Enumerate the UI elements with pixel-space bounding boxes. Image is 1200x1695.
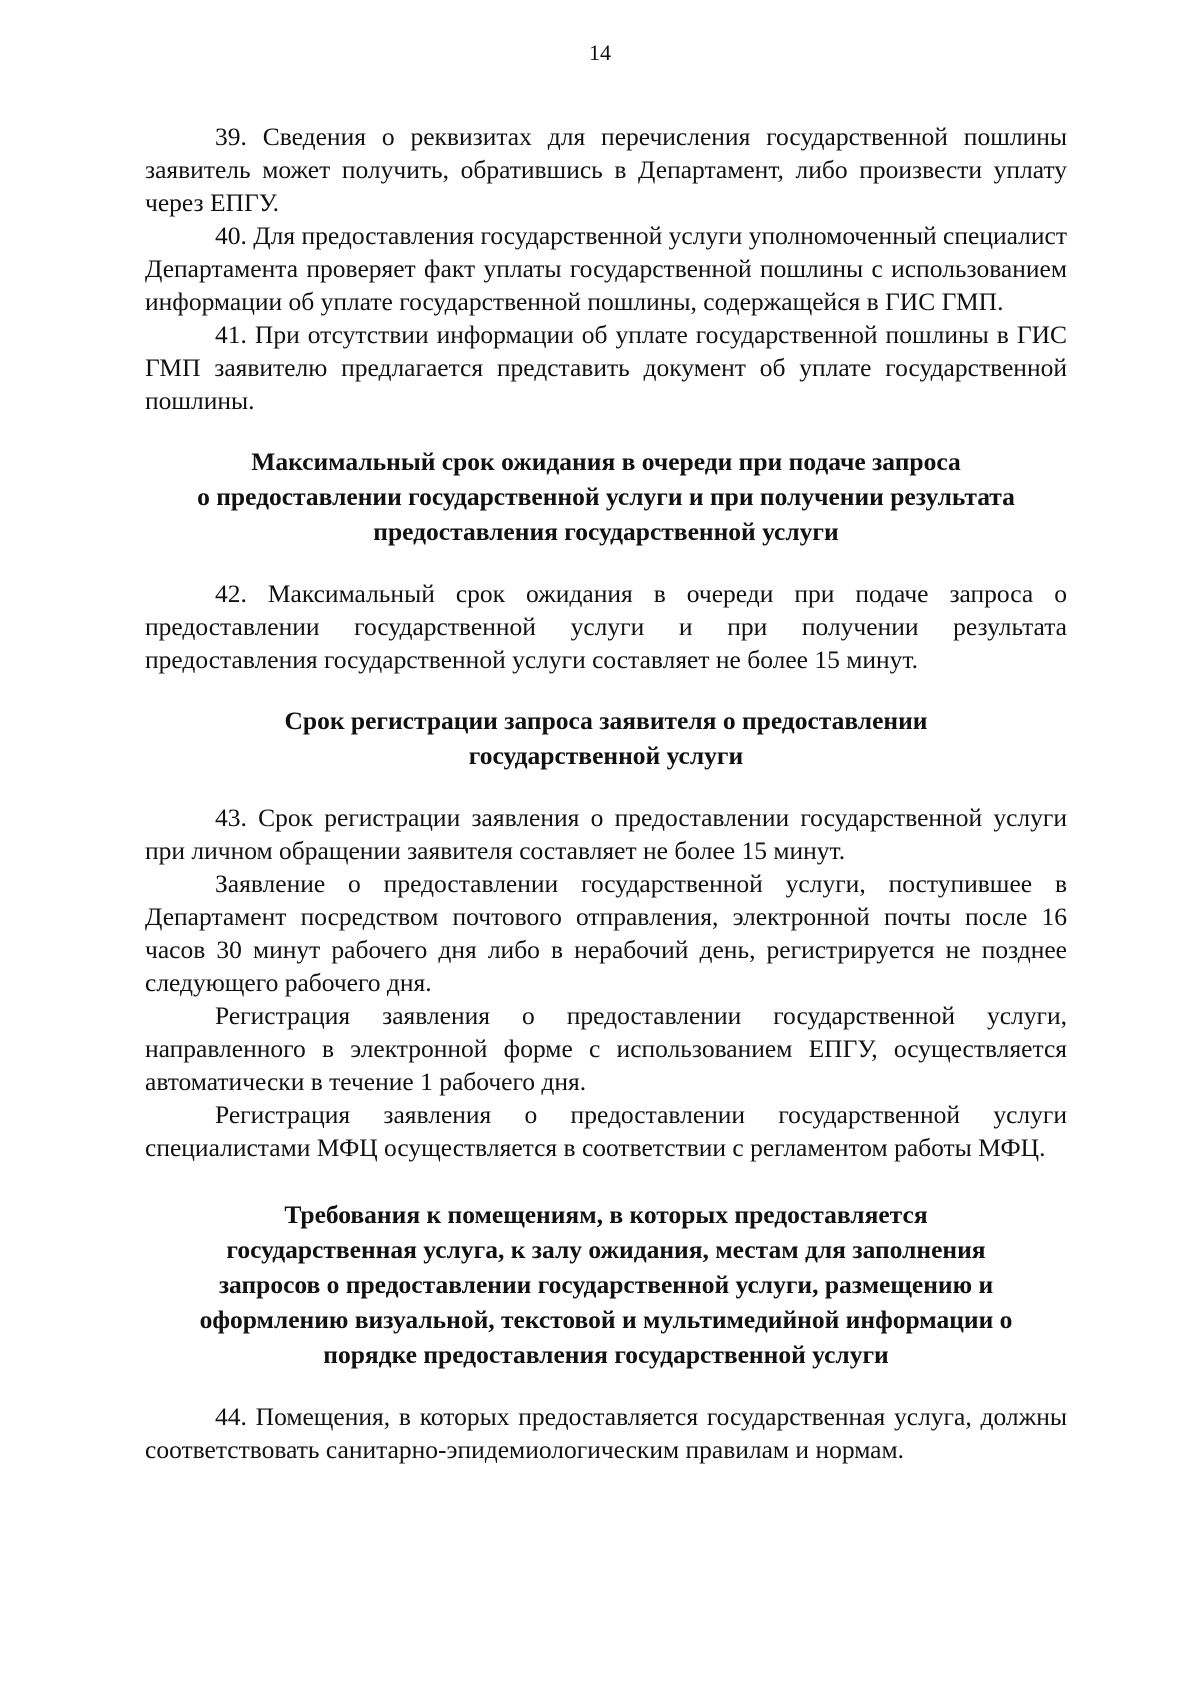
heading-registration-term <box>145 703 1067 773</box>
heading-line: запросов о предоставлении государственной услуги, размещению и <box>218 1270 994 1299</box>
heading-premises-requirements <box>145 1197 1067 1372</box>
heading-line: порядке предоставления государственной услуги <box>323 1340 889 1369</box>
heading-line: Максимальный срок ожидания в очереди при подаче запроса <box>251 447 961 476</box>
paragraph-43-mail: Заявление о предоставлении государственной услуги, поступившее в Департамент посредством почтового отправления, электронной почты после 16 часов 30 минут рабочего дня либо в нерабочий день, регистрируется не позднее следующего рабочего дня. <box>145 869 1067 997</box>
document-body <box>145 120 1067 1466</box>
paragraph-42: 42. Максимальный срок ожидания в очереди при подаче запроса о предоставлении государственной услуги и при получении результата предоставления государственной услуги составляет не более 15 минут. <box>145 579 1067 674</box>
paragraph-39: 39. Сведения о реквизитах для перечисления государственной пошлины заявитель может получить, обратившись в Департамент, либо произвести уплату через ЕПГУ. <box>145 122 1067 217</box>
paragraph-43: 43. Срок регистрации заявления о предоставлении государственной услуги при личном обращении заявителя составляет не более 15 минут. <box>145 803 1067 865</box>
heading-line: Срок регистрации запроса заявителя о предоставлении <box>284 706 928 735</box>
heading-line: о предоставлении государственной услуги и при получении результата <box>197 482 1015 511</box>
paragraph-41: 41. При отсутствии информации об уплате государственной пошлины в ГИС ГМП заявителю предлагается представить документ об уплате государственной пошлины. <box>145 320 1067 415</box>
paragraph-40: 40. Для предоставления государственной услуги уполномоченный специалист Департамента проверяет факт уплаты государственной пошлины с использованием информации об уплате государственной пошлины, содержащейся в ГИС ГМП. <box>145 221 1067 316</box>
heading-max-waiting-time <box>145 444 1067 549</box>
page-number: 14 <box>589 40 611 65</box>
paragraph-43-mfc: Регистрация заявления о предоставлении государственной услуги специалистами МФЦ осуществляется в соответствии с регламентом работы МФЦ. <box>145 1100 1067 1162</box>
heading-line: государственной услуги <box>468 741 744 770</box>
paragraph-43-epgu: Регистрация заявления о предоставлении государственной услуги, направленного в электронной форме с использованием ЕПГУ, осуществляется автоматически в течение 1 рабочего дня. <box>145 1001 1067 1096</box>
heading-line: оформлению визуальной, текстовой и мультимедийной информации о <box>199 1305 1013 1334</box>
heading-line: предоставления государственной услуги <box>373 517 839 546</box>
paragraph-44: 44. Помещения, в которых предоставляется государственная услуга, должны соответствовать санитарно-эпидемиологическим правилам и нормам. <box>145 1402 1067 1464</box>
heading-line: Требования к помещениям, в которых предоставляется <box>284 1200 928 1229</box>
heading-line: государственная услуга, к залу ожидания, местам для заполнения <box>226 1235 986 1264</box>
